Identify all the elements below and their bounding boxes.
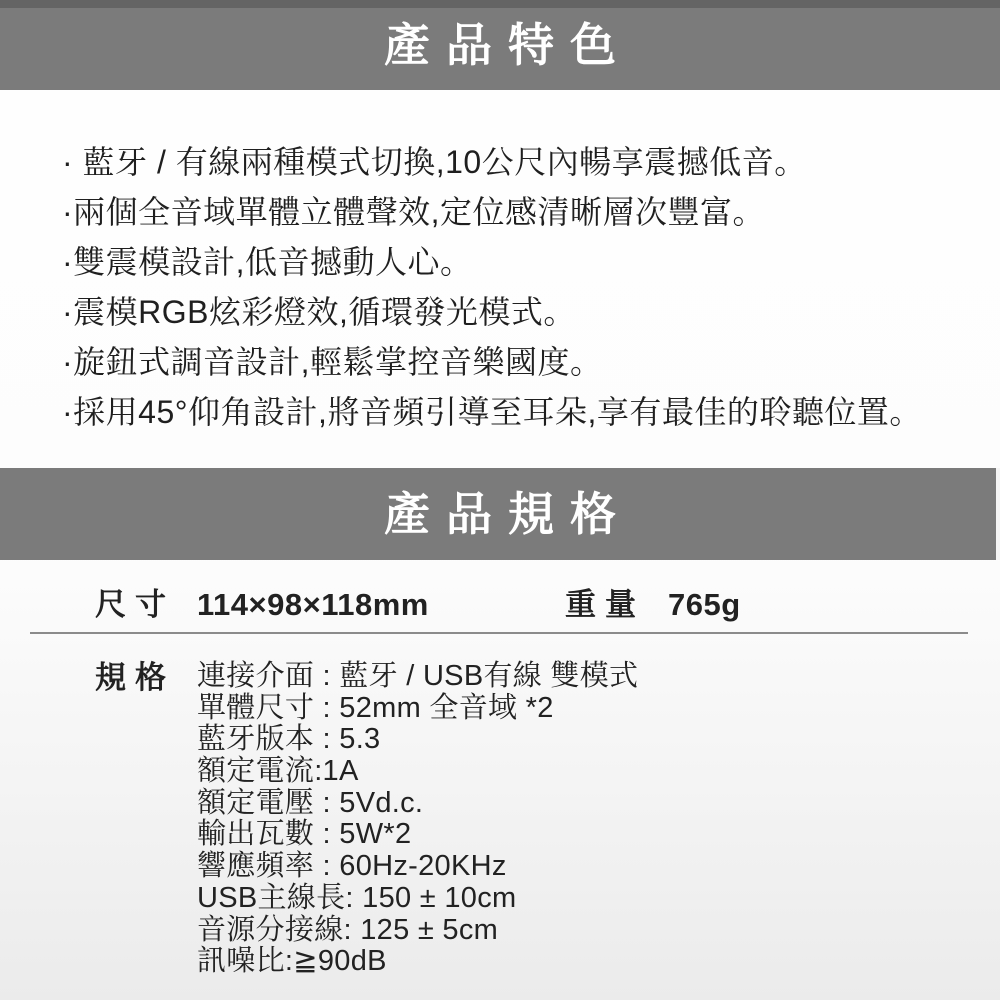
spec-line-output-wattage: 輸出瓦數 : 5W*2 [197,818,412,851]
feature-item: ·旋鈕式調音設計,輕鬆掌控音樂國度。 [62,344,603,380]
spec-line-audio-splitter-length: 音源分接線: 125 ± 5cm [197,913,499,946]
spec-line-driver-size: 單體尺寸 : 52mm 全音域 *2 [197,691,554,724]
dimension-value: 114×98×118mm [197,587,429,622]
features-header-bar [0,0,1000,90]
feature-item: ·雙震模設計,低音撼動人心。 [62,244,473,280]
features-list [62,137,982,437]
weight-value: 765g [668,587,741,622]
feature-item: ·震模RGB炫彩燈效,循環發光模式。 [62,294,576,330]
spec-line-frequency-response: 響應頻率 : 60Hz-20KHz [197,850,507,883]
spec-line-rated-voltage: 額定電壓 : 5Vd.c. [197,786,424,819]
specs-title: 產品規格 [384,488,632,540]
spec-lines [197,661,977,978]
weight-label: 重量 [565,587,645,622]
spec-section-label: 規格 [95,660,175,695]
section-divider [30,632,968,634]
features-title: 產品特色 [384,19,632,71]
specs-header-bar [0,468,1000,560]
spec-line-usb-cable-length: USB主線長: 150 ± 10cm [197,881,517,914]
feature-item: ·兩個全音域單體立體聲效,定位感清晰層次豐富。 [62,194,766,230]
dimensions-weight-row [0,585,1000,625]
spec-line-rated-current: 額定電流:1A [197,755,359,788]
spec-line-snr: 訊噪比:≧90dB [197,945,387,978]
spec-line-bluetooth-version: 藍牙版本 : 5.3 [197,723,381,756]
spec-line-interface: 連接介面 : 藍牙 / USB有線 雙模式 [197,660,639,692]
dimension-label: 尺寸 [95,587,175,622]
feature-item: ·採用45°仰角設計,將音頻引導至耳朵,享有最佳的聆聽位置。 [62,394,922,430]
feature-item: · 藍牙 / 有線兩種模式切換,10公尺內暢享震撼低音。 [62,144,807,180]
